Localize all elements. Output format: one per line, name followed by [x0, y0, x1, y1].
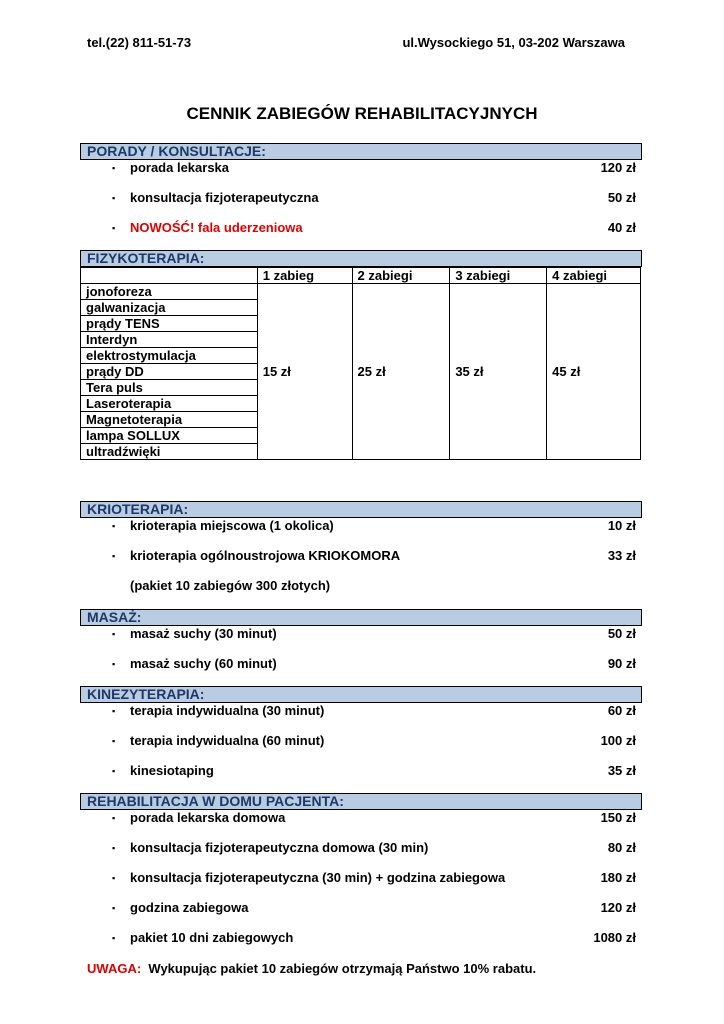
- item-price: 150 zł: [600, 810, 636, 825]
- bullet-icon: ▪: [112, 766, 116, 776]
- item-label: krioterapia miejscowa (1 okolica): [130, 518, 334, 533]
- item-price: 100 zł: [600, 733, 636, 748]
- treatment-name: prądy DD: [81, 364, 258, 380]
- price-cell: 25 zł: [352, 284, 450, 460]
- bullet-icon: ▪: [112, 903, 116, 913]
- item-price: 50 zł: [607, 626, 636, 641]
- list-item: [80, 763, 640, 779]
- warning-label: UWAGA:: [87, 961, 142, 976]
- list-item: [80, 900, 640, 916]
- list-item: [80, 518, 640, 534]
- section-dom-heading: REHABILITACJA W DOMU PACJENTA:: [80, 793, 642, 810]
- item-price: 120 zł: [600, 160, 636, 175]
- bullet-icon: ▪: [112, 629, 116, 639]
- treatment-name: ultradźwięki: [81, 444, 258, 460]
- item-label: porada lekarska domowa: [130, 810, 286, 825]
- list-item: [80, 840, 640, 856]
- section-kinezyterapia-heading: KINEZYTERAPIA:: [80, 686, 642, 703]
- treatment-name: Magnetoterapia: [81, 412, 258, 428]
- item-label: konsultacja fizjoterapeutyczna (30 min) + godzina zabiegowa: [130, 870, 506, 885]
- treatment-name: Interdyn: [81, 332, 258, 348]
- warning-text: Wykupując pakiet 10 zabiegów otrzymają Państwo 10% rabatu.: [148, 961, 537, 976]
- item-price: 35 zł: [607, 763, 636, 778]
- price-cell: 45 zł: [547, 284, 641, 460]
- item-price: 90 zł: [607, 656, 636, 671]
- treatment-name: galwanizacja: [81, 300, 258, 316]
- bullet-icon: ▪: [112, 659, 116, 669]
- table-header-cell: 4 zabiegi: [547, 268, 641, 284]
- list-item: [80, 220, 640, 236]
- bullet-icon: ▪: [112, 933, 116, 943]
- table-header-cell: 2 zabiegi: [352, 268, 450, 284]
- bullet-icon: ▪: [112, 521, 116, 531]
- section-masaz-heading: MASAŻ:: [80, 609, 642, 626]
- list-item: [80, 870, 640, 886]
- bullet-icon: ▪: [112, 706, 116, 716]
- price-cell: 15 zł: [257, 284, 352, 460]
- item-label: godzina zabiegowa: [130, 900, 249, 915]
- item-label: terapia indywidualna (30 minut): [130, 703, 325, 718]
- item-price: 60 zł: [607, 703, 636, 718]
- section-fizykoterapia-heading: FIZYKOTERAPIA:: [80, 250, 642, 267]
- item-label: konsultacja fizjoterapeutyczna domowa (30 min): [130, 840, 429, 855]
- list-item: [80, 626, 640, 642]
- table-header-empty: [81, 268, 258, 284]
- phone-number: tel.(22) 811-51-73: [87, 35, 192, 50]
- item-label-new: NOWOŚĆ! fala uderzeniowa: [130, 220, 303, 235]
- bullet-icon: ▪: [112, 193, 116, 203]
- table-header-cell: 1 zabieg: [257, 268, 352, 284]
- item-label: krioterapia ogólnoustrojowa KRIOKOMORA: [130, 548, 401, 563]
- item-price: 33 zł: [607, 548, 636, 563]
- item-label: konsultacja fizjoterapeutyczna: [130, 190, 319, 205]
- item-price: 40 zł: [607, 220, 636, 235]
- address: ul.Wysockiego 51, 03-202 Warszawa: [402, 35, 625, 50]
- fizykoterapia-table: [80, 267, 641, 460]
- item-label: masaż suchy (60 minut): [130, 656, 277, 671]
- list-item: [80, 190, 640, 206]
- item-price: 10 zł: [607, 518, 636, 533]
- item-label: masaż suchy (30 minut): [130, 626, 277, 641]
- list-item: [80, 160, 640, 176]
- treatment-name: Laseroterapia: [81, 396, 258, 412]
- bullet-icon: ▪: [112, 843, 116, 853]
- item-price: 50 zł: [607, 190, 636, 205]
- list-item: [80, 733, 640, 749]
- package-note-text: (pakiet 10 zabiegów 300 złotych): [130, 578, 331, 593]
- table-header-row: [81, 268, 641, 284]
- list-item: [80, 656, 640, 672]
- bullet-icon: ▪: [112, 163, 116, 173]
- item-price: 180 zł: [600, 870, 636, 885]
- item-label: terapia indywidualna (60 minut): [130, 733, 325, 748]
- discount-note: [87, 961, 536, 976]
- list-item: [80, 810, 640, 826]
- bullet-icon: ▪: [112, 736, 116, 746]
- price-cell: 35 zł: [450, 284, 547, 460]
- item-label: pakiet 10 dni zabiegowych: [130, 930, 294, 945]
- list-item: [80, 548, 640, 564]
- item-label: kinesiotaping: [130, 763, 214, 778]
- treatment-name: jonoforeza: [81, 284, 258, 300]
- section-krioterapia-heading: KRIOTERAPIA:: [80, 501, 642, 518]
- page-title: CENNIK ZABIEGÓW REHABILITACYJNYCH: [186, 104, 538, 123]
- table-header-cell: 3 zabiegi: [450, 268, 547, 284]
- item-price: 80 zł: [607, 840, 636, 855]
- item-price: 120 zł: [600, 900, 636, 915]
- item-label: porada lekarska: [130, 160, 230, 175]
- bullet-icon: ▪: [112, 813, 116, 823]
- bullet-icon: ▪: [112, 223, 116, 233]
- item-price: 1080 zł: [593, 930, 636, 945]
- bullet-icon: ▪: [112, 873, 116, 883]
- treatment-name: elektrostymulacja: [81, 348, 258, 364]
- treatment-name: lampa SOLLUX: [81, 428, 258, 444]
- treatment-name: Tera puls: [81, 380, 258, 396]
- treatment-name: prądy TENS: [81, 316, 258, 332]
- bullet-icon: ▪: [112, 551, 116, 561]
- list-item: [80, 703, 640, 719]
- list-item: [80, 930, 640, 946]
- table-row: [81, 284, 641, 300]
- package-note: [80, 578, 640, 594]
- section-porady-heading: PORADY / KONSULTACJE:: [80, 143, 642, 160]
